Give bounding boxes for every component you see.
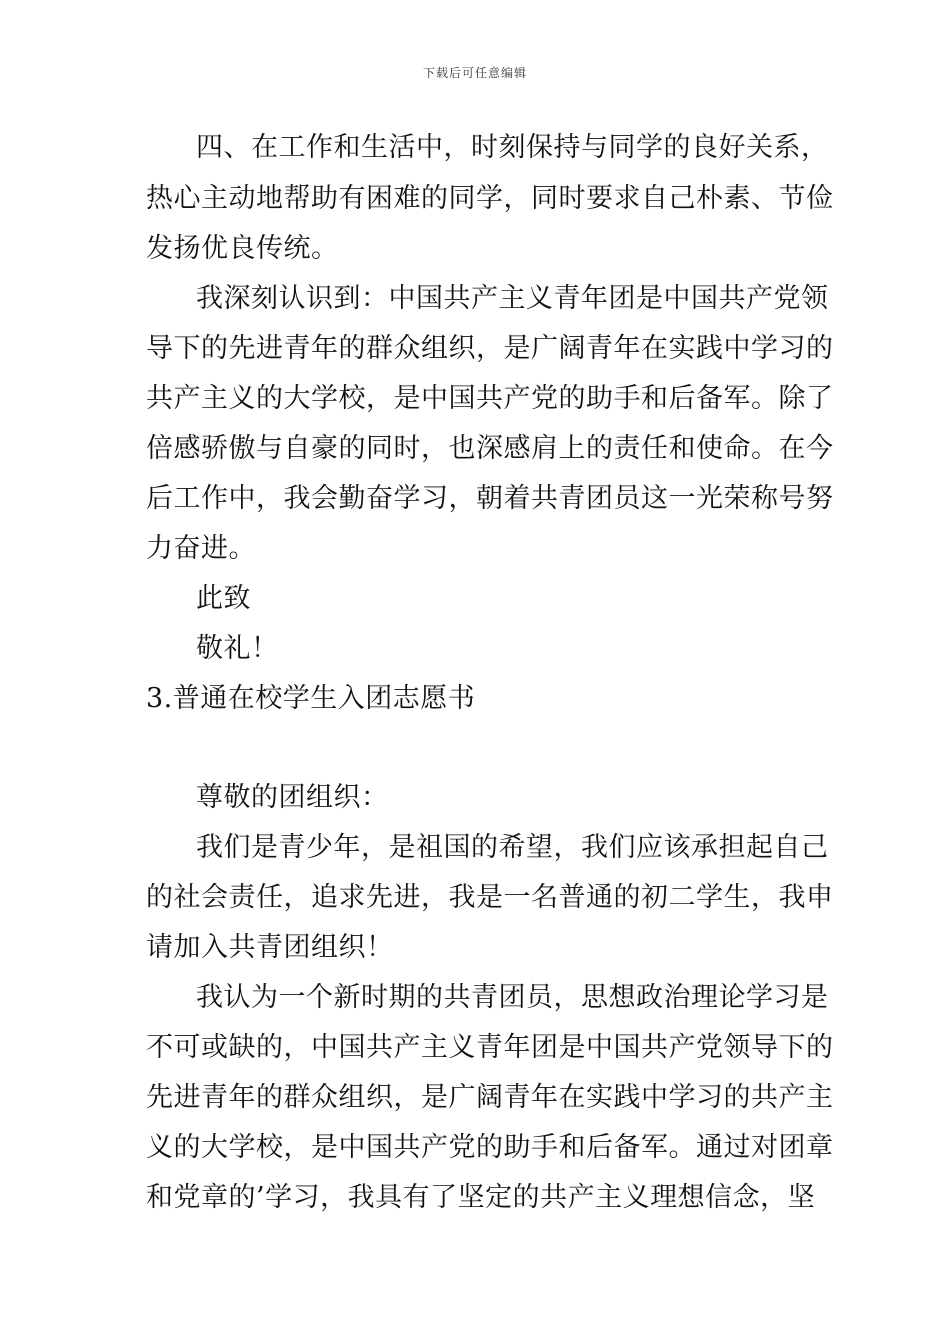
section-heading: 3.普通在校学生入团志愿书 [146,683,476,714]
paragraph-line: 和党章的’学习，我具有了坚定的共产主义理想信念，坚 [146,1182,816,1213]
page-header: 下载后可任意编辑 [422,66,527,80]
paragraph-line: 我深刻认识到：中国共产主义青年团是中国共产党领 [196,283,829,314]
paragraph-line: 我们是青少年，是祖国的希望，我们应该承担起自己 [196,832,829,863]
closing-line: 此致 [196,583,251,614]
paragraph-line: 我认为一个新时期的共青团员，思想政治理论学习是 [196,982,829,1013]
paragraph-line: 后工作中，我会勤奋学习，朝着共青团员这一光荣称号努 [146,483,834,514]
paragraph-line: 倍感骄傲与自豪的同时，也深感肩上的责任和使命。在今 [146,433,834,464]
paragraph-line: 不可或缺的，中国共产主义青年团是中国共产党领导下的 [146,1032,834,1063]
paragraph-line: 的社会责任，追求先进，我是一名普通的初二学生，我申 [146,882,834,913]
paragraph-line: 导下的先进青年的群众组织，是广阔青年在实践中学习的 [146,333,834,364]
paragraph-line: 发扬优良传统。 [146,233,339,264]
paragraph-line: 义的大学校，是中国共产党的助手和后备军。通过对团章 [146,1132,834,1163]
paragraph-line: 请加入共青团组织！ [146,932,394,963]
closing-line: 敬礼！ [196,633,279,664]
paragraph-line: 热心主动地帮助有困难的同学，同时要求自己朴素、节俭 [146,183,834,214]
salutation-line: 尊敬的团组织： [196,782,389,813]
paragraph-line: 共产主义的大学校，是中国共产党的助手和后备军。除了 [146,383,834,414]
paragraph-line: 力奋进。 [146,533,256,564]
paragraph-line: 四、在工作和生活中，时刻保持与同学的良好关系， [196,132,829,163]
paragraph-line: 先进青年的群众组织，是广阔青年在实践中学习的共产主 [146,1082,834,1113]
